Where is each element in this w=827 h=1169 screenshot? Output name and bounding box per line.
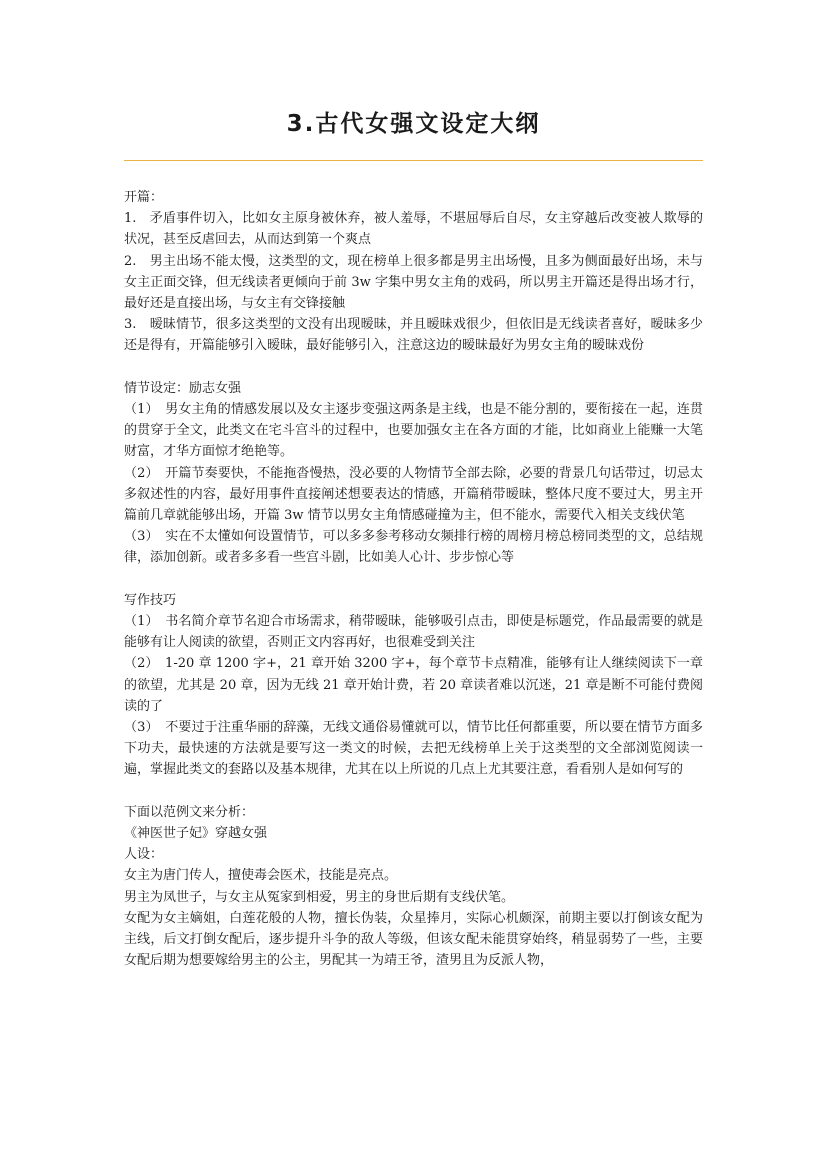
opening-item-2: 2. 男主出场不能太慢，这类型的文，现在榜单上很多都是男主出场慢，且多为侧面最好出场，未与女主正面交锋，但无线读者更倾向于前 3w 字集中男女主角的戏码，所以男主开篇还是得出场才行，最好还是直接出场，与女主有交锋接触 xyxy=(124,253,703,312)
writing-item-3: （3） 不要过于注重华丽的辞藻，无线文通俗易懂就可以，情节比任何都重要，所以要在情节方面多下功夫，最快速的方法就是要写这一类文的时候，去把无线榜单上关于这类型的文全部浏览阅读一遍，掌握此类文的套路以及基本规律，尤其在以上所说的几点上尤其要注意，看看别人是如何写的 xyxy=(124,720,703,778)
characters-heading: 人设： xyxy=(124,847,164,863)
paragraph-spacer xyxy=(124,781,703,802)
writing-item-1: （1） 书名简介章节名迎合市场需求，稍带暧昧，能够吸引点击，即使是标题党，作品最需要的就是能够有让人阅读的欲望，否则正文内容再好，也很难受到关注 xyxy=(124,614,703,651)
paragraph-spacer xyxy=(124,569,703,590)
opening-heading: 开篇： xyxy=(124,190,164,205)
example-heading: 下面以范例文来分析： xyxy=(124,804,255,820)
plot-item-2: （2） 开篇节奏要快，不能拖沓慢热，没必要的人物情节全部去除，必要的背景几句话带过，切忌太多叙述性的内容，最好用事件直接阐述想要表达的情感，开篇稍带暧昧，整体尺度不要过大，男主开篇前几章就能够出场，开篇 3w 情节以男女主角情感碰撞为主，但不能水，需要代入相关支线伏笔 xyxy=(124,465,703,524)
plot-item-3: （3） 实在不太懂如何设置情节，可以多多参考移动女频排行榜的周榜月榜总榜同类型的文，总结规律，添加创新。或者多多看一些宫斗剧，比如美人心计、步步惊心等 xyxy=(124,529,703,566)
character-line-male-lead: 男主为凤世子，与女主从冤家到相爱，男主的身世后期有支线伏笔。 xyxy=(124,889,515,905)
document-body xyxy=(124,187,703,971)
writing-item-2: （2） 1-20 章 1200 字+，21 章开始 3200 字+，每个章节卡点精准，能够有让人继续阅读下一章的欲望，尤其是 20 章，因为无线 21 章开始计费，若 20 章读者难以沉迷，21 章是断不可能付费阅读的了 xyxy=(124,656,703,714)
character-line-supporting: 女配为女主嫡姐，白莲花般的人物，擅长伪装，众星捧月，实际心机颇深，前期主要以打倒该女配为主线，后文打倒女配后，逐步提升斗争的敌人等级，但该女配未能贯穿始终，稍显弱势了一些，主要女配后期为想要嫁给男主的公主，男配其一为靖王爷，渣男且为反派人物， xyxy=(124,910,703,969)
plot-heading: 情节设定：励志女强 xyxy=(124,380,242,396)
paragraph-spacer xyxy=(124,357,703,378)
opening-item-3: 3. 暧昧情节，很多这类型的文没有出现暧昧，并且暧昧戏很少，但依旧是无线读者喜好，暧昧多少还是得有，开篇能够引入暧昧，最好能够引入，注意这边的暧昧最好为男女主角的暧昧戏份 xyxy=(124,317,703,354)
character-line-female-lead: 女主为唐门传人，擅使毒会医术，技能是亮点。 xyxy=(124,868,398,884)
opening-item-1: 1. 矛盾事件切入，比如女主原身被休弃，被人羞辱，不堪屈辱后自尽，女主穿越后改变被人欺辱的状况，甚至反虐回去，从而达到第一个爽点 xyxy=(124,211,703,248)
page-title: 3.古代女强文设定大纲 xyxy=(286,111,541,137)
title-divider xyxy=(124,160,703,161)
plot-item-1: （1） 男女主角的情感发展以及女主逐步变强这两条是主线，也是不能分割的，要衔接在一起，连贯的贯穿于全文，此类文在宅斗宫斗的过程中，也要加强女主在各方面的才能，比如商业上能赚一大笔财富，才华方面惊才绝艳等。 xyxy=(124,402,703,460)
writing-heading: 写作技巧 xyxy=(124,592,177,608)
example-book-title: 《神医世子妃》穿越女强 xyxy=(124,826,268,842)
